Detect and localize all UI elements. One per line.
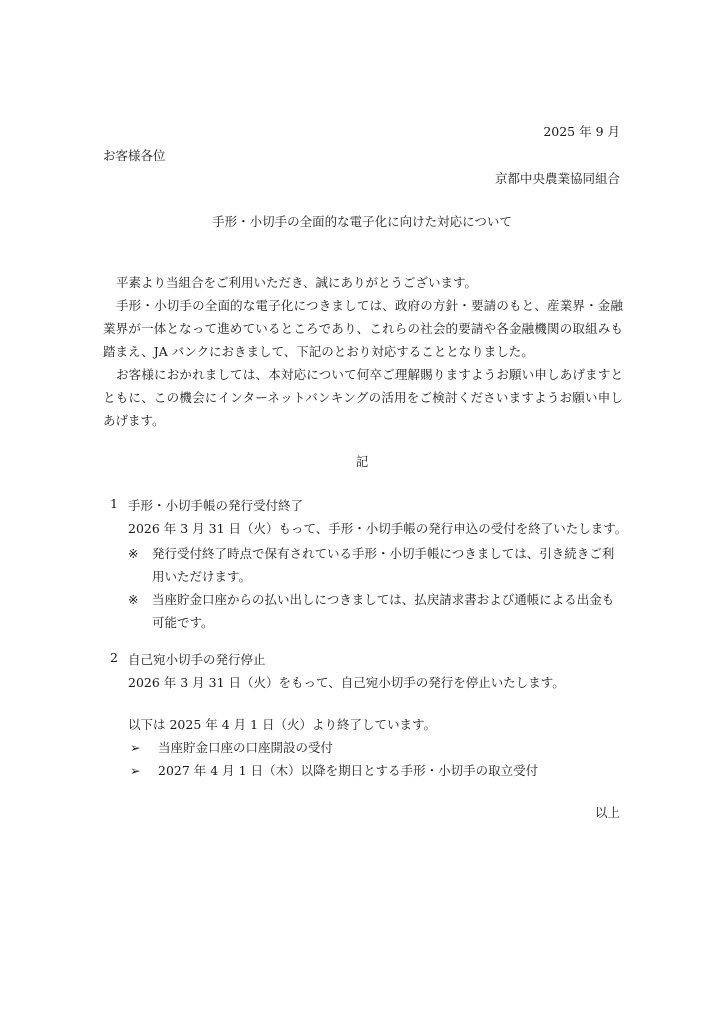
ended-item-text: 当座貯金口座の口座開設の受付	[158, 740, 334, 755]
note-mark: ※	[128, 546, 139, 561]
note-text: 発行受付終了時点で保有されている手形・小切手帳につきましては、引き続きご利用いただけます。	[152, 546, 615, 584]
ki-heading: 記	[355, 454, 369, 469]
sender-name: 京都中央農業協同組合	[494, 171, 620, 186]
issue-date: 2025 年 9 月	[543, 124, 620, 139]
section-1-heading: 手形・小切手帳の発行受付終了	[128, 498, 304, 513]
addressee: お客様各位	[103, 148, 166, 163]
section-1-number: 1	[110, 496, 118, 511]
ended-lead: 以下は 2025 年 4 月 1 日（火）より終了しています。	[128, 717, 437, 732]
section-1-detail: 2026 年 3 月 31 日（火）もって、手形・小切手帳の発行申込の受付を終了いたします。	[128, 521, 628, 536]
ended-item-1	[130, 738, 333, 756]
section-2-number: 2	[110, 650, 118, 665]
document-title: 手形・小切手の全面的な電子化に向けた対応について	[212, 214, 512, 229]
intro-section	[103, 271, 623, 432]
section-1-note-2	[128, 588, 626, 634]
section-2-detail: 2026 年 3 月 31 日（火）をもって、自己宛小切手の発行を停止いたします。	[128, 675, 565, 690]
arrow-bullet-icon: ➢	[130, 740, 141, 755]
intro-paragraph-3: お客様におかれましては、本対応について何卒ご理解賜りますようお願い申しあげますとともに、この機会にインターネットバンキングの活用をご検討くださいますようお願い申しあげます。	[103, 367, 623, 428]
note-text: 当座貯金口座からの払い出しにつきましては、払戻請求書および通帳による出金も可能です。	[152, 592, 615, 630]
intro-paragraph-2: 手形・小切手の全面的な電子化につきましては、政府の方針・要請のもと、産業界・金融業界が一体となって進めているところであり、これらの社会的要請や各金融機関の取組みも踏まえ、JA バンクにおきまして、下記のとおり対応することとなりました。	[103, 298, 623, 359]
intro-paragraph-1: 平素より当組合をご利用いただき、誠にありがとうございます。	[116, 275, 478, 290]
arrow-bullet-icon: ➢	[130, 763, 141, 778]
section-2-heading: 自己宛小切手の発行停止	[128, 652, 266, 667]
ended-item-text: 2027 年 4 月 1 日（木）以降を期日とする手形・小切手の取立受付	[158, 763, 539, 778]
section-1-note-1	[128, 542, 626, 588]
closing-ijou: 以上	[594, 805, 620, 820]
ended-item-2	[130, 761, 538, 779]
note-mark: ※	[128, 592, 139, 607]
